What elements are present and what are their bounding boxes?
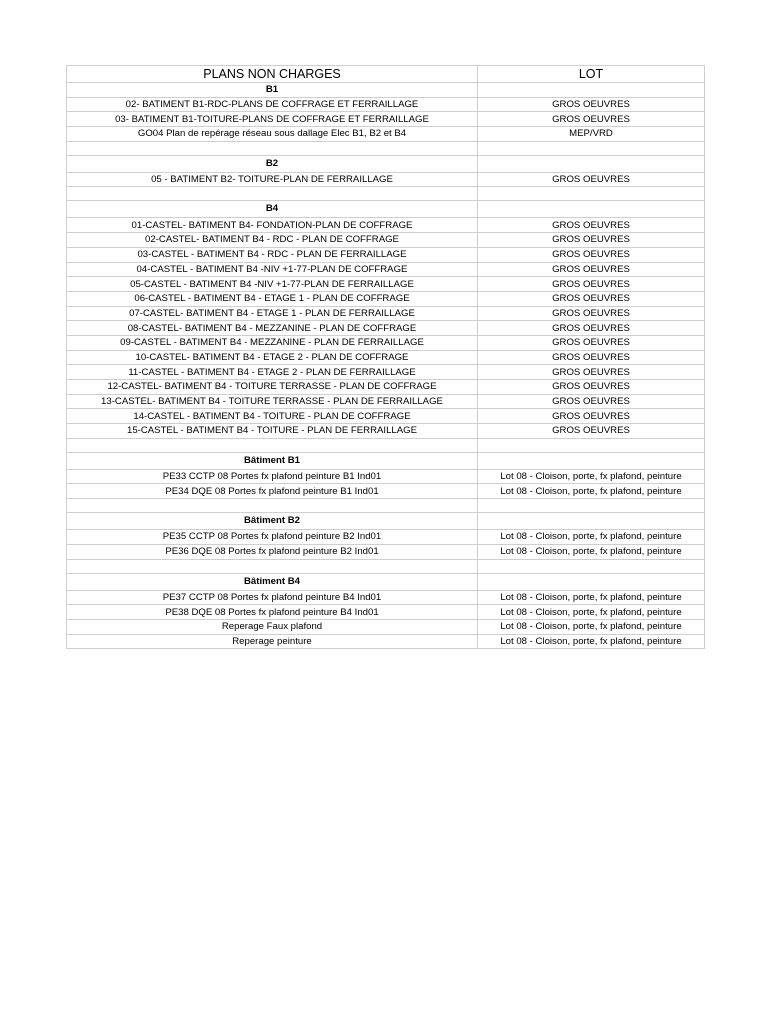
lot-cell: GROS OEUVRES (478, 306, 705, 321)
header-lot: LOT (478, 66, 705, 83)
plan-cell: Reperage Faux plafond (67, 619, 478, 634)
plan-cell: PE33 CCTP 08 Portes fx plafond peinture B1 Ind01 (67, 469, 478, 484)
lot-cell: GROS OEUVRES (478, 247, 705, 262)
lot-cell: GROS OEUVRES (478, 380, 705, 395)
table-row (67, 262, 705, 277)
plan-cell: 06-CASTEL - BATIMENT B4 - ETAGE 1 - PLAN DE COFFRAGE (67, 291, 478, 306)
lot-cell: GROS OEUVRES (478, 424, 705, 439)
plan-cell: Reperage peinture (67, 634, 478, 649)
table-row (67, 365, 705, 380)
section-title: B1 (67, 83, 478, 98)
lot-cell: GROS OEUVRES (478, 233, 705, 248)
plan-cell: 12-CASTEL- BATIMENT B4 - TOITURE TERRASSE - PLAN DE COFFRAGE (67, 380, 478, 395)
lot-cell: GROS OEUVRES (478, 291, 705, 306)
table-row (67, 530, 705, 545)
empty-row (67, 438, 705, 452)
section-row (67, 155, 705, 172)
lot-cell: GROS OEUVRES (478, 172, 705, 187)
table-row (67, 277, 705, 292)
lot-cell: GROS OEUVRES (478, 97, 705, 112)
table-row (67, 619, 705, 634)
table-row (67, 634, 705, 649)
section-row (67, 573, 705, 590)
lot-cell: GROS OEUVRES (478, 394, 705, 409)
plan-cell: 05 - BATIMENT B2- TOITURE-PLAN DE FERRAILLAGE (67, 172, 478, 187)
plan-cell: PE36 DQE 08 Portes fx plafond peinture B2 Ind01 (67, 544, 478, 559)
plans-table (66, 65, 705, 649)
table-row (67, 484, 705, 499)
table-row (67, 350, 705, 365)
section-title: Bâtiment B2 (67, 513, 478, 530)
section-title: B4 (67, 201, 478, 218)
plan-cell: PE35 CCTP 08 Portes fx plafond peinture B2 Ind01 (67, 530, 478, 545)
plan-cell: 05-CASTEL - BATIMENT B4 -NIV +1-77-PLAN DE FERRAILLAGE (67, 277, 478, 292)
table-row (67, 469, 705, 484)
table-row (67, 380, 705, 395)
plan-cell: 07-CASTEL- BATIMENT B4 - ETAGE 1 - PLAN DE FERRAILLAGE (67, 306, 478, 321)
plan-cell: 03- BATIMENT B1-TOITURE-PLANS DE COFFRAGE ET FERRAILLAGE (67, 112, 478, 127)
lot-cell: GROS OEUVRES (478, 218, 705, 233)
section-title: Bâtiment B1 (67, 452, 478, 469)
empty-row (67, 141, 705, 155)
lot-cell: Lot 08 - Cloison, porte, fx plafond, peinture (478, 605, 705, 620)
table-row (67, 335, 705, 350)
lot-cell: GROS OEUVRES (478, 365, 705, 380)
plan-cell: 02- BATIMENT B1-RDC-PLANS DE COFFRAGE ET FERRAILLAGE (67, 97, 478, 112)
plan-cell: 03-CASTEL - BATIMENT B4 - RDC - PLAN DE FERRAILLAGE (67, 247, 478, 262)
header-row (67, 66, 705, 83)
table-row (67, 233, 705, 248)
empty-row (67, 499, 705, 513)
lot-cell: Lot 08 - Cloison, porte, fx plafond, peinture (478, 544, 705, 559)
table-row (67, 306, 705, 321)
table-row (67, 590, 705, 605)
table-row (67, 605, 705, 620)
section-title: B2 (67, 155, 478, 172)
section-row (67, 201, 705, 218)
section-row (67, 513, 705, 530)
plan-cell: 08-CASTEL- BATIMENT B4 - MEZZANINE - PLAN DE COFFRAGE (67, 321, 478, 336)
plan-cell: 04-CASTEL - BATIMENT B4 -NIV +1-77-PLAN DE COFFRAGE (67, 262, 478, 277)
plan-cell: 02-CASTEL- BATIMENT B4 - RDC - PLAN DE COFFRAGE (67, 233, 478, 248)
lot-cell: Lot 08 - Cloison, porte, fx plafond, peinture (478, 619, 705, 634)
table-row (67, 321, 705, 336)
table-row (67, 127, 705, 142)
lot-cell: Lot 08 - Cloison, porte, fx plafond, peinture (478, 484, 705, 499)
lot-cell: GROS OEUVRES (478, 409, 705, 424)
table-row (67, 97, 705, 112)
section-title: Bâtiment B4 (67, 573, 478, 590)
table-row (67, 112, 705, 127)
table-row (67, 172, 705, 187)
plan-cell: 10-CASTEL- BATIMENT B4 - ETAGE 2 - PLAN DE COFFRAGE (67, 350, 478, 365)
table-row (67, 544, 705, 559)
lot-cell: Lot 08 - Cloison, porte, fx plafond, peinture (478, 634, 705, 649)
empty-row (67, 559, 705, 573)
table-row (67, 409, 705, 424)
plan-cell: 14-CASTEL - BATIMENT B4 - TOITURE - PLAN DE COFFRAGE (67, 409, 478, 424)
lot-cell: Lot 08 - Cloison, porte, fx plafond, peinture (478, 590, 705, 605)
plan-cell: 15-CASTEL - BATIMENT B4 - TOITURE - PLAN DE FERRAILLAGE (67, 424, 478, 439)
lot-cell: GROS OEUVRES (478, 112, 705, 127)
plan-cell: PE38 DQE 08 Portes fx plafond peinture B4 Ind01 (67, 605, 478, 620)
table-row (67, 218, 705, 233)
plan-cell: 01-CASTEL- BATIMENT B4- FONDATION-PLAN DE COFFRAGE (67, 218, 478, 233)
header-plans: PLANS NON CHARGES (67, 66, 478, 83)
lot-cell: Lot 08 - Cloison, porte, fx plafond, peinture (478, 530, 705, 545)
table-row (67, 394, 705, 409)
plan-cell: PE34 DQE 08 Portes fx plafond peinture B1 Ind01 (67, 484, 478, 499)
lot-cell: MEP/VRD (478, 127, 705, 142)
lot-cell: GROS OEUVRES (478, 335, 705, 350)
table-row (67, 291, 705, 306)
lot-cell: GROS OEUVRES (478, 350, 705, 365)
section-row (67, 452, 705, 469)
lot-cell: GROS OEUVRES (478, 277, 705, 292)
plan-cell: 11-CASTEL - BATIMENT B4 - ETAGE 2 - PLAN DE FERRAILLAGE (67, 365, 478, 380)
plan-cell: 13-CASTEL- BATIMENT B4 - TOITURE TERRASSE - PLAN DE FERRAILLAGE (67, 394, 478, 409)
section-row (67, 83, 705, 98)
table-row (67, 424, 705, 439)
plan-cell: PE37 CCTP 08 Portes fx plafond peinture B4 Ind01 (67, 590, 478, 605)
lot-cell: Lot 08 - Cloison, porte, fx plafond, peinture (478, 469, 705, 484)
lot-cell: GROS OEUVRES (478, 321, 705, 336)
lot-cell: GROS OEUVRES (478, 262, 705, 277)
plan-cell: GO04 Plan de repérage réseau sous dallage Elec B1, B2 et B4 (67, 127, 478, 142)
table-row (67, 247, 705, 262)
empty-row (67, 187, 705, 201)
plan-cell: 09-CASTEL - BATIMENT B4 - MEZZANINE - PLAN DE FERRAILLAGE (67, 335, 478, 350)
